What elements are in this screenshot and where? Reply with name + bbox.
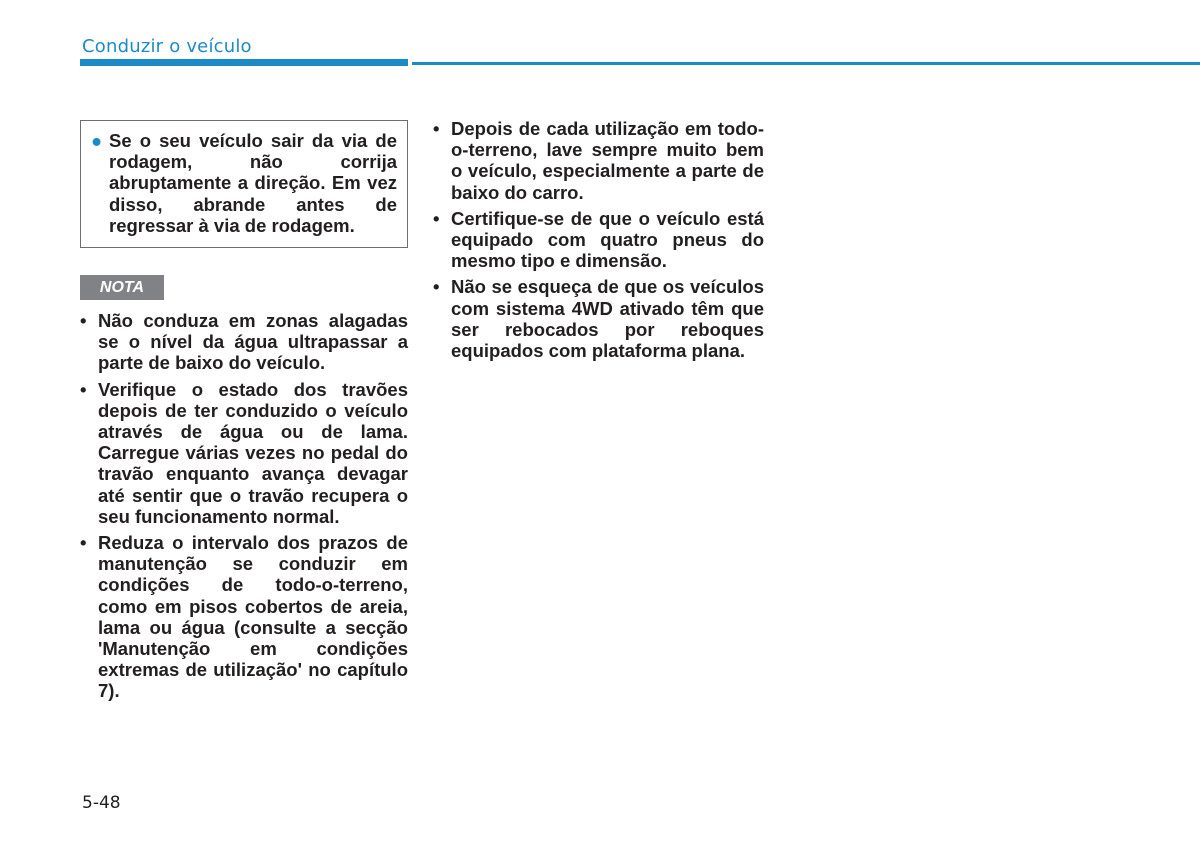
note-list-right xyxy=(433,118,764,361)
bullet-icon: • xyxy=(433,276,440,298)
list-item-text: Reduza o intervalo dos prazos de manutenção se conduzir em condições de todo-o-terreno, como em pisos cobertos de areia, lama ou água (consulte a secção 'Manutenção em condições extremas de utilização' no capítulo 7). xyxy=(98,532,408,702)
list-item xyxy=(80,532,408,702)
bullet-icon: • xyxy=(80,532,87,554)
section-title: Conduzir o veículo xyxy=(82,36,252,57)
list-item-text: Depois de cada utilização em todo-o-terreno, lave sempre muito bem o veículo, especialmente a parte de baixo do carro. xyxy=(451,118,764,203)
note-label: NOTA xyxy=(80,275,164,300)
header-rule-thin xyxy=(412,62,1200,65)
bullet-icon: • xyxy=(433,118,440,139)
list-item-text: Certifique-se de que o veículo está equipado com quatro pneus do mesmo tipo e dimensão. xyxy=(451,207,764,272)
caution-box xyxy=(80,120,408,248)
caution-item xyxy=(91,130,397,236)
page-number: 5-48 xyxy=(82,793,121,813)
list-item xyxy=(80,310,408,374)
bullet-icon: • xyxy=(80,378,87,400)
note-list-left xyxy=(80,310,408,702)
header-rule-thick xyxy=(80,59,408,66)
list-item-text: Não conduza em zonas alagadas se o nível da água ultrapassar a parte de baixo do veículo. xyxy=(98,310,408,374)
list-item xyxy=(433,118,764,203)
bullet-icon: • xyxy=(80,310,87,332)
list-item-text: Não se esqueça de que os veículos com sistema 4WD ativado têm que ser rebocados por reboques equipados com plataforma plana. xyxy=(451,276,764,362)
caution-text: Se o seu veículo sair da via de rodagem, não corrija abruptamente a direção. Em vez disso, abrande antes de regressar à via de rodagem. xyxy=(109,130,397,236)
list-item xyxy=(80,379,408,527)
left-column xyxy=(80,120,408,707)
list-item xyxy=(433,276,764,361)
blue-bullet-icon: ● xyxy=(91,130,103,151)
right-column xyxy=(433,118,764,366)
list-item xyxy=(433,208,764,272)
bullet-icon: • xyxy=(433,207,440,229)
list-item-text: Verifique o estado dos travões depois de ter conduzido o veículo através de água ou de lama. Carregue várias vezes no pedal do travão enquanto avança devagar até sentir que o travão recupera o seu funcionamento normal. xyxy=(98,378,408,527)
